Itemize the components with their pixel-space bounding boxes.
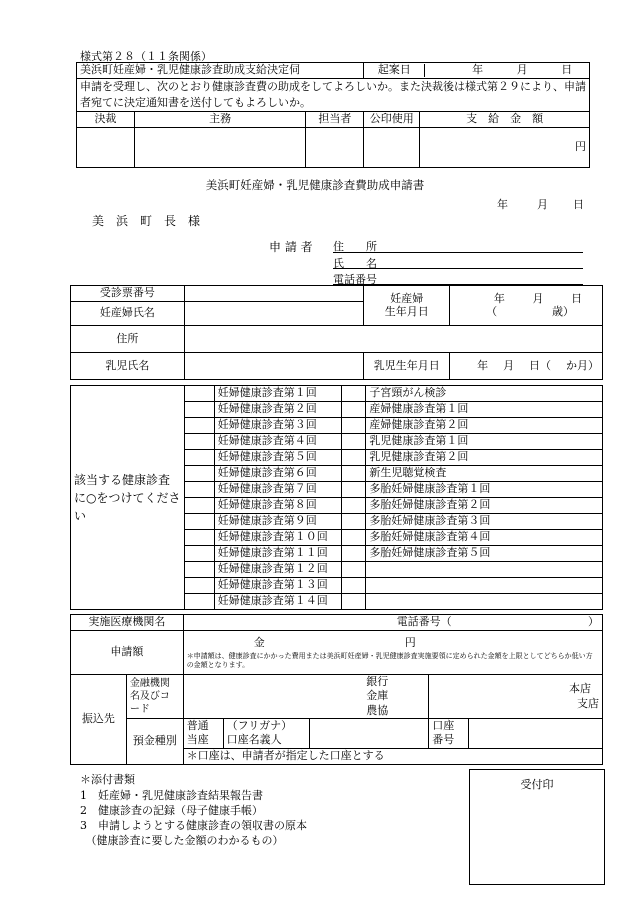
amount-yen: 円	[575, 140, 586, 154]
transfer-label: 振込先	[71, 675, 127, 765]
branch-main: 本店	[569, 682, 591, 696]
applicant-label: 申 請 者	[269, 240, 313, 254]
draft-day: 日	[561, 63, 573, 77]
exam-check-right[interactable]	[342, 546, 366, 562]
infant-name-value[interactable]	[184, 353, 364, 380]
deposit-type-label: 預金種別	[126, 718, 183, 764]
applicant-table	[70, 285, 603, 380]
exam-left-label: 妊婦健康診査第８回	[214, 498, 342, 514]
exam-right-label	[366, 562, 603, 578]
bank-code-label: 金融機関名及びコード	[126, 675, 183, 719]
exam-check-right[interactable]	[342, 466, 366, 482]
exam-check-left[interactable]	[184, 386, 214, 402]
cell-shumu	[134, 128, 306, 168]
mother-dob-day: 日	[571, 291, 583, 305]
amount-yen-label: 円	[404, 636, 416, 650]
acct-no-label: 口座 番号	[429, 718, 469, 748]
attachment-item-2: 2 健康診査の記録（母子健康手帳）	[80, 804, 263, 817]
exam-left-label: 妊婦健康診査第２回	[214, 402, 342, 418]
reception-stamp-label: 受付印	[520, 778, 554, 791]
exam-left-label: 妊婦健康診査第１４回	[214, 594, 342, 610]
address-label: 住 所	[333, 240, 377, 253]
exam-right-label: 産婦健康診査第２回	[366, 418, 603, 434]
exam-left-label: 妊婦健康診査第４回	[214, 434, 342, 450]
deposit-type-cell[interactable]	[183, 718, 223, 748]
cell-koin	[364, 128, 420, 168]
phone-label: 電話番号	[333, 273, 377, 286]
header-koin: 公印使用	[364, 112, 420, 128]
application-year: 年	[497, 198, 508, 211]
address-row-label: 住所	[71, 326, 185, 353]
infant-dob-months: か月）	[565, 358, 599, 372]
exam-check-right[interactable]	[342, 450, 366, 466]
amount-value[interactable]	[183, 631, 602, 675]
address-row-value[interactable]	[184, 326, 602, 353]
attachment-item-1: 1 妊産婦・乳児健康診査結果報告書	[80, 789, 263, 802]
exam-right-label: 多胎妊婦健康診査第２回	[366, 498, 603, 514]
cell-amount	[420, 128, 590, 168]
bank-type-shinkin: 金庫	[366, 689, 389, 703]
mother-dob-value[interactable]	[450, 286, 603, 326]
branch-cell[interactable]	[429, 675, 603, 719]
infant-dob-day: 日（	[529, 358, 552, 372]
exam-check-right[interactable]	[342, 434, 366, 450]
institution-phone-close: ）	[588, 615, 599, 629]
infant-dob-value[interactable]	[450, 353, 603, 380]
draft-year: 年	[472, 63, 484, 77]
acct-note: ＊口座は、申請者が指定した口座とする	[183, 748, 602, 764]
exam-right-label: 産婦健康診査第１回	[366, 402, 603, 418]
draft-month: 月	[516, 63, 528, 77]
exam-check-right[interactable]	[342, 578, 366, 594]
form-id: 様式第２８（１１条関係）	[80, 50, 212, 63]
amount-kin: 金	[253, 636, 265, 650]
amount-note: ＊申請額は、健康診査にかかった費用または美浜町妊産婦・乳児健康診査実施要領に定められた金額を上限としてどちらか低い方の金額となります。	[186, 652, 593, 669]
exam-right-label: 乳児健康診査第１回	[366, 434, 603, 450]
draft-date-label: 起案日	[377, 63, 411, 77]
mother-name-value[interactable]	[184, 302, 364, 326]
exam-row	[71, 386, 603, 402]
decision-title: 美浜町妊産婦・乳児健康診査助成支給決定伺	[77, 63, 364, 79]
exam-right-label: 子宮頸がん検診	[366, 386, 603, 402]
exam-right-label	[366, 578, 603, 594]
header-amount: 支 給 金 額	[420, 112, 590, 128]
exam-left-label: 妊婦健康診査第１２回	[214, 562, 342, 578]
exam-left-label: 妊婦健康診査第７回	[214, 482, 342, 498]
institution-label: 実施医療機関名	[71, 615, 184, 631]
cell-tanto	[306, 128, 364, 168]
attachment-item-4: （健康診査に要した金額のわかるもの）	[80, 834, 284, 847]
exam-right-label	[366, 594, 603, 610]
exam-check-right[interactable]	[342, 482, 366, 498]
addressee: 美 浜 町 長 様	[92, 214, 201, 228]
attachment-item-3: 3 申請しようとする健康診査の領収書の原本	[80, 819, 307, 832]
name-label: 氏 名	[333, 257, 377, 270]
infant-name-label: 乳児氏名	[71, 353, 185, 380]
header-kessai: 決裁	[77, 112, 135, 128]
exam-right-label: 乳児健康診査第２回	[366, 450, 603, 466]
header-tanto: 担当者	[306, 112, 364, 128]
exam-check-right[interactable]	[342, 530, 366, 546]
holder-furigana: （フリガナ）	[226, 719, 293, 733]
mother-dob-year: 年	[493, 291, 505, 305]
deposit-toza: 当座	[186, 733, 209, 747]
application-title: 美浜町妊産婦・乳児健康診査費助成申請書	[205, 178, 425, 192]
exam-left-label: 妊婦健康診査第３回	[214, 418, 342, 434]
mother-dob-month: 月	[532, 291, 544, 305]
exam-check-left[interactable]	[184, 546, 214, 562]
exam-check-right[interactable]	[342, 562, 366, 578]
exam-right-label: 新生児聴覚検査	[366, 466, 603, 482]
exam-check-right[interactable]	[342, 418, 366, 434]
amount-label: 申請額	[71, 631, 184, 675]
header-shumu: 主務	[134, 112, 306, 128]
exam-check-left[interactable]	[184, 498, 214, 514]
exam-instruction: 該当する健康診査に○をつけてください	[71, 386, 185, 610]
attachments-title: ＊添付書類	[80, 773, 135, 786]
exam-check-left[interactable]	[184, 594, 214, 610]
holder-label-cell	[223, 718, 309, 748]
attachments-list	[80, 788, 307, 848]
draft-date-cell	[364, 63, 590, 79]
decision-table	[76, 62, 590, 168]
reception-stamp-box	[469, 769, 605, 885]
exam-right-label: 多胎妊婦健康診査第１回	[366, 482, 603, 498]
institution-phone-label: 電話番号（	[396, 615, 452, 629]
name-line	[333, 268, 583, 269]
exam-check-right[interactable]	[342, 514, 366, 530]
exam-check-left[interactable]	[184, 482, 214, 498]
ticket-value[interactable]	[184, 286, 364, 302]
exam-left-label: 妊婦健康診査第６回	[214, 466, 342, 482]
exam-left-label: 妊婦健康診査第１回	[214, 386, 342, 402]
application-day: 日	[573, 198, 584, 211]
mother-name-label: 妊産婦氏名	[71, 302, 185, 326]
exam-check-right[interactable]	[342, 498, 366, 514]
infant-dob-label: 乳児生年月日	[364, 353, 450, 380]
mother-age-open: （	[486, 304, 498, 318]
institution-value[interactable]	[183, 615, 602, 631]
exam-check-left[interactable]	[184, 514, 214, 530]
exam-check-left[interactable]	[184, 466, 214, 482]
holder-label: 口座名義人	[226, 733, 282, 747]
exam-left-label: 妊婦健康診査第９回	[214, 514, 342, 530]
exam-check-left[interactable]	[184, 562, 214, 578]
exam-check-left[interactable]	[184, 418, 214, 434]
exam-right-label: 多胎妊婦健康診査第５回	[366, 546, 603, 562]
infant-dob-year: 年	[477, 358, 489, 372]
exam-check-left[interactable]	[184, 530, 214, 546]
exam-check-left[interactable]	[184, 402, 214, 418]
acct-no-value[interactable]	[469, 718, 603, 748]
decision-text: 申請を受理し、次のとおり健康診査費の助成をしてよろしいか。また決裁後は様式第２９により、申請者宛てに決定通知書を送付してもよろしいか。	[77, 79, 590, 112]
exam-left-label: 妊婦健康診査第５回	[214, 450, 342, 466]
exam-check-right[interactable]	[342, 594, 366, 610]
exam-check-right[interactable]	[342, 386, 366, 402]
exam-left-label: 妊婦健康診査第１０回	[214, 530, 342, 546]
infant-dob-month: 月	[503, 358, 515, 372]
application-month: 月	[537, 198, 548, 211]
payment-table	[70, 614, 603, 765]
deposit-futsu: 普通	[186, 719, 209, 733]
cell-kessai	[77, 128, 135, 168]
branch-sub: 支店	[577, 697, 599, 711]
mother-dob-label: 妊産婦 生年月日	[364, 286, 450, 326]
exam-check-left[interactable]	[184, 450, 214, 466]
bank-type-bank: 銀行	[366, 675, 389, 688]
exam-check-left[interactable]	[184, 434, 214, 450]
exam-right-label: 多胎妊婦健康診査第３回	[366, 514, 603, 530]
holder-value[interactable]	[309, 718, 429, 748]
exam-right-label: 多胎妊婦健康診査第４回	[366, 530, 603, 546]
exam-check-left[interactable]	[184, 578, 214, 594]
ticket-label: 受診票番号	[71, 286, 185, 302]
exam-left-label: 妊婦健康診査第１３回	[214, 578, 342, 594]
bank-name-cell[interactable]	[183, 675, 429, 719]
bank-type-ja: 農協	[366, 703, 389, 717]
exams-table	[70, 385, 603, 610]
exam-left-label: 妊婦健康診査第１１回	[214, 546, 342, 562]
exam-check-right[interactable]	[342, 402, 366, 418]
address-line	[333, 252, 583, 253]
mother-age: 歳）	[552, 304, 574, 318]
